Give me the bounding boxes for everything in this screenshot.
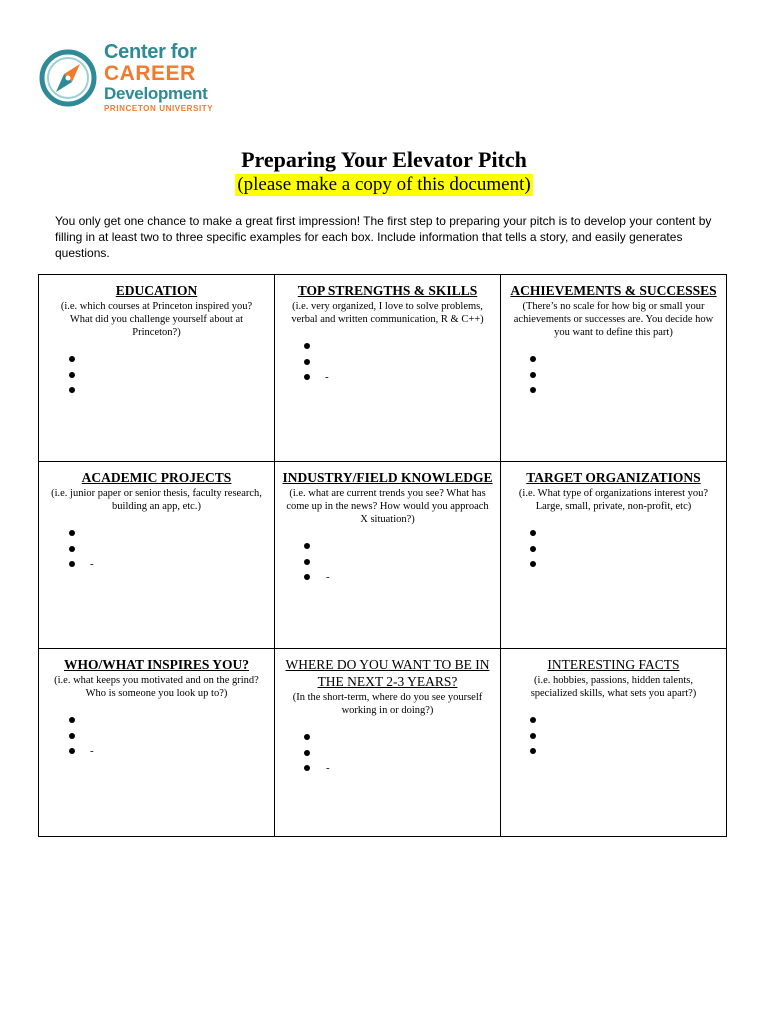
box-heading: EDUCATION [115,283,198,298]
bullet-icon [530,561,536,567]
bullet-icon [69,387,75,393]
logo-line-center-for: Center for [104,41,197,63]
bullet-item[interactable] [501,712,726,728]
box-heading: TARGET ORGANIZATIONS [526,470,701,485]
bullet-item[interactable] [275,760,500,776]
bullet-icon [69,717,75,723]
box-description: (i.e. very organized, I love to solve problems, verbal and written communication, R & C++) [291,301,484,325]
bullet-icon [530,387,536,393]
page-subtitle: (please make a copy of this document) [237,174,531,195]
dash-mark: - [326,571,330,583]
box-description: (i.e. which courses at Princeton inspired you? What did you challenge yourself about at Princeton?) [60,301,253,338]
bullet-icon [69,546,75,552]
box-interesting-facts[interactable] [501,649,726,836]
dash-mark: - [326,762,330,774]
box-heading: WHO/WHAT INSPIRES YOU? [63,657,250,672]
box-description: (There’s no scale for how big or small your achievements or successes are. You decide how you want to define this part) [513,301,714,338]
bullet-icon [69,356,75,362]
bullet-list [275,538,500,585]
bullet-icon [69,748,75,754]
box-description: (In the short-term, where do you see yourself working in or doing?) [292,692,483,716]
bullet-list [275,338,500,385]
bullet-item[interactable] [501,367,726,383]
bullet-item[interactable] [39,712,274,728]
bullet-icon [530,530,536,536]
bullet-item[interactable] [501,541,726,557]
box-description: (i.e. What type of organizations interest you? Large, small, private, non-profit, etc) [518,488,709,512]
bullet-icon [304,765,310,771]
bullet-item[interactable] [39,525,274,541]
bullet-item[interactable] [39,382,274,398]
bullet-item[interactable] [501,556,726,572]
bullet-item[interactable] [275,745,500,761]
bullet-icon [304,559,310,565]
box-where-next-2-3-years[interactable] [275,649,501,836]
box-description: (i.e. what keeps you motivated and on the grind? Who is someone you look up to?) [54,675,259,699]
bullet-icon [69,733,75,739]
bullet-list [501,351,726,398]
bullet-icon [69,561,75,567]
bullet-icon [69,530,75,536]
intro-paragraph: You only get one chance to make a great first impression! The first step to preparing your pitch is to develop your content by filling in at least two to three specific examples for each box. Include information that tells a story, and easily generates questions. [55,214,712,260]
page-title: Preparing Your Elevator Pitch [241,147,527,172]
bullet-icon [530,372,536,378]
bullet-icon [304,343,310,349]
career-center-logo [38,42,218,118]
bullet-item[interactable] [39,541,274,557]
logo-line-career: CAREER [104,62,196,85]
box-academic-projects[interactable] [39,462,275,649]
bullet-list [39,525,274,572]
bullet-item[interactable] [501,525,726,541]
box-industry-field-knowledge[interactable] [275,462,501,649]
bullet-item[interactable] [501,382,726,398]
box-description: (i.e. junior paper or senior thesis, faculty research, building an app, etc.) [51,488,262,512]
bullet-item[interactable] [39,728,274,744]
bullet-list [39,351,274,398]
bullet-item[interactable] [275,538,500,554]
box-description: (i.e. hobbies, passions, hidden talents, specialized skills, what sets you apart?) [530,675,697,699]
box-heading: TOP STRENGTHS & SKILLS [297,283,478,298]
bullet-item[interactable] [39,556,274,572]
box-top-strengths-skills[interactable] [275,275,501,462]
box-description: (i.e. what are current trends you see? What has come up in the news? How would you approach X situation?) [286,488,489,525]
bullet-item[interactable] [275,369,500,385]
bullet-icon [304,734,310,740]
box-achievements-successes[interactable] [501,275,726,462]
bullet-icon [530,546,536,552]
bullet-item[interactable] [501,351,726,367]
bullet-icon [304,543,310,549]
bullet-list [275,729,500,776]
box-target-organizations[interactable] [501,462,726,649]
bullet-item[interactable] [501,728,726,744]
bullet-list [501,525,726,572]
box-heading: INDUSTRY/FIELD KNOWLEDGE [282,470,493,485]
bullet-item[interactable] [275,354,500,370]
dash-mark: - [90,558,94,570]
dash-mark: - [325,371,329,383]
bullet-item[interactable] [275,569,500,585]
box-who-what-inspires-you[interactable] [39,649,275,836]
box-heading: WHERE DO YOU WANT TO BE IN THE NEXT 2-3 YEARS? [285,657,490,689]
bullet-item[interactable] [275,338,500,354]
subtitle-wrapper [0,174,768,196]
bullet-icon [304,374,310,380]
compass-icon [38,48,98,108]
box-heading: INTERESTING FACTS [547,657,680,672]
bullet-item[interactable] [275,554,500,570]
bullet-item[interactable] [39,367,274,383]
box-heading: ACADEMIC PROJECTS [81,470,232,485]
logo-line-development: Development [104,84,208,103]
bullet-icon [530,356,536,362]
bullet-icon [304,359,310,365]
bullet-icon [304,574,310,580]
bullet-icon [530,717,536,723]
bullet-icon [304,750,310,756]
bullet-item[interactable] [39,351,274,367]
bullet-icon [530,733,536,739]
dash-mark: - [90,745,94,757]
box-education[interactable] [39,275,275,462]
bullet-list [501,712,726,759]
bullet-list [39,712,274,759]
bullet-item[interactable] [39,743,274,759]
bullet-item[interactable] [501,743,726,759]
box-heading: ACHIEVEMENTS & SUCCESSES [510,283,717,298]
pitch-worksheet-grid [38,274,727,837]
logo-line-university: PRINCETON UNIVERSITY [104,104,214,113]
bullet-icon [530,748,536,754]
bullet-item[interactable] [275,729,500,745]
bullet-icon [69,372,75,378]
